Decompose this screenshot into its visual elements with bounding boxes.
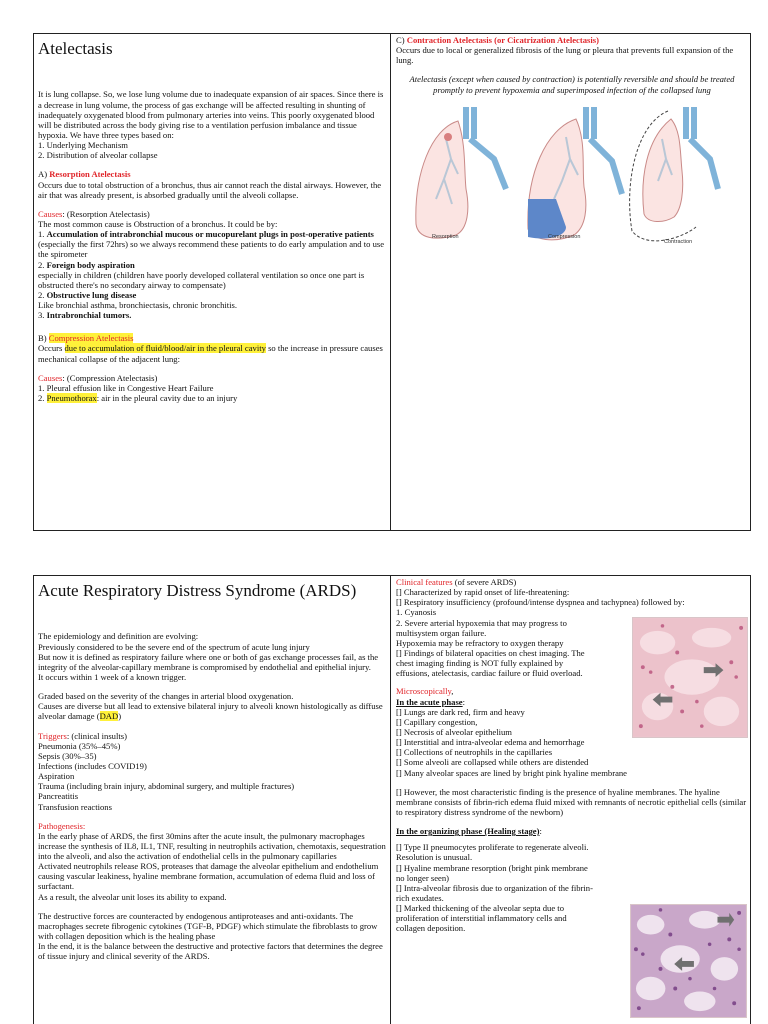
acute-item: [] Capillary congestion, [396, 716, 478, 727]
compression-text: Occurs due to accumulation of fluid/blood/air in the pleural cavity so the increase in pressure causes mechanical collapse of the adjacent lung: [38, 343, 383, 364]
compression-causes-heading: Causes: (Compression Atelectasis) [38, 372, 158, 383]
organizing-item: [] Intra-alveolar fibrosis due to organization of the fibrin-rich exudates. [396, 882, 593, 903]
clinical-line: 2. Severe arterial hypoxemia that may progress to multisystem organ failure. [396, 617, 567, 638]
contraction-heading: C) Contraction Atelectasis (or Cicatrization Atelectasis) [396, 35, 599, 45]
cause-item: 2. Obstructive lung disease [38, 289, 137, 300]
acute-item: [] Some alveoli are collapsed while others are distended [396, 757, 589, 768]
organizing-item: [] Marked thickening of the alveolar septa due to proliferation of interstitial inflammatory cells and collagen deposition. [396, 903, 567, 934]
ards-intro-line: The epidemiology and definition are evolving: [38, 631, 199, 642]
resorption-heading: A) Resorption Atelectasis [38, 169, 131, 180]
ards-intro-line: Previously considered to be the severe end of the spectrum of acute lung injury [38, 641, 310, 652]
ards-left-column [34, 576, 391, 1024]
atelectasis-right-column [391, 34, 751, 530]
atelectasis-note: Atelectasis (except when caused by contraction) is potentially reversible and should be treated promptly to prevent hypoxemia and superimposed infection of the collapsed lung [409, 74, 735, 95]
microscopically-heading: Microscopically, [396, 686, 454, 697]
atelectasis-intro-text: It is lung collapse. So, we lose lung volume due to inadequate expansion of air spaces. Since there is a decrease in lung volume, the process of gas exchange will be affected resulting in shunting of inadequately oxygenated blood from pulmonary arteries into veins. This poorly oxygenated blood will be distributed across the body giving rise to a ventilation perfusion imbalance and tissue hypoxia. We have three types based on: [38, 89, 384, 140]
compression-cause-item: 2. Pneumothorax: air in the pleural cavity due to an injury [38, 393, 238, 404]
diagram-label-contraction: Contraction [664, 238, 693, 245]
organizing-phase-heading: In the organizing phase (Healing stage): [396, 826, 542, 837]
cause-item: 1. Accumulation of intrabronchial mucous or mucopurelant plugs in post-operative patients [38, 229, 374, 240]
cause-detail: especially in children (children have poorly developed collateral ventilation so once one part is obstructed there's no secondary airway to compensate) [38, 269, 365, 290]
organizing-item: [] Hyaline membrane resorption (bright pink membrane no longer seen) [396, 862, 588, 883]
clinical-line: [] Respiratory insufficiency (profound/intense dyspnea and tachypnea) followed by: [396, 597, 685, 608]
clinical-line: [] Characterized by rapid onset of life-threatening: [396, 587, 570, 598]
resorption-causes-intro: The most common cause is Obstruction of a bronchus. It could be by: [38, 218, 278, 229]
ards-graded-line: Causes are diverse but all lead to extensive bilateral injury to alveoli known histologically as diffuse alveolar damage (DAD) [38, 701, 383, 722]
acute-item: [] Necrosis of alveolar epithelium [396, 726, 512, 737]
acute-item: [] Collections of neutrophils in the capillaries [396, 747, 553, 758]
triggers-heading: Triggers: (clinical insults) [38, 730, 127, 741]
organizing-item: [] Type II pneumocytes proliferate to regenerate alveoli. Resolution is unusual. [396, 842, 589, 863]
pathogenesis-line: As a result, the alveolar unit loses its ability to expand. [38, 891, 227, 902]
acute-item: [] Many alveolar spaces are lined by bright pink hyaline membrane [396, 767, 627, 778]
pathogenesis-line: Activated neutrophils release ROS, proteases that damage the alveolar epithelium and endothelium causing vascular leakiness, hyaline membrane formation, accumulation of edema fluid and loss of surfactant. [38, 861, 379, 892]
hyaline-membrane-text: [] However, the most characteristic finding is the presence of hyaline membranes. The hyaline membrane consists of fibrin-rich edema fluid mixed with remnants of necrotic epithelial cells (similar to respiratory distress syndrome of the newborn) [396, 786, 747, 817]
pathogenesis-line: In the early phase of ARDS, the first 30mins after the acute insult, the pulmonary macrophages increase the synthesis of IL8, IL1, TNF, resulting in neutrophils activation, chemotaxis, sequestration into the alveoli, and also the activation of endothelial cells in the pulmonary capillaries [38, 830, 386, 862]
clinical-line: Hypoxemia may be refractory to oxygen therapy [396, 637, 564, 648]
acute-item: [] Interstitial and intra-alveolar edema and hemorrhage [396, 737, 585, 748]
ards-graded-line: Graded based on the severity of the changes in arterial blood oxygenation. [38, 691, 294, 702]
clinical-line: [] Findings of bilateral opacities on chest imaging. The chest imaging finding is NOT fully explained by effusions, atelectasis, cardiac failure or fluid overload. [396, 647, 585, 679]
acute-item: [] Lungs are dark red, firm and heavy [396, 706, 525, 717]
cause-detail: Like bronchial asthma, bronchiectasis, chronic bronchitis. [38, 300, 238, 311]
cause-item: 2. Foreign body aspiration [38, 259, 135, 270]
compression-lung-illustration [528, 107, 622, 240]
trigger-item: Transfusion reactions [38, 801, 112, 812]
ards-card [33, 575, 751, 1024]
contraction-text: Occurs due to local or generalized fibrosis of the lung or pleura that prevents full expansion of the lung. [396, 45, 734, 66]
resorption-text: Occurs due to total obstruction of a bronchus, thus air cannot reach the distal airways. However, the air that was already present, is absorbed gradually until the alveoli collapse. [38, 179, 382, 200]
ards-right-column [391, 576, 751, 1024]
atelectasis-card [33, 33, 751, 531]
resorption-causes-heading: Causes: (Resorption Atelectasis) [38, 208, 150, 219]
atelectasis-left-column [34, 34, 391, 530]
diagram-label-compression: Compression [548, 233, 581, 240]
trigger-item: Infections (includes COVID19) [38, 760, 147, 771]
destructive-line: The destructive forces are counteracted by endogenous antiproteases and anti-oxidants. The macrophages secrete fibrogenic cytokines (TGF-B, PDGF) which stimulate the fibroblasts to grow with collagen deposition which is the healing phase [38, 910, 378, 942]
compression-heading: B) Compression Atelectasis [38, 333, 134, 344]
trigger-item: Pancreatitis [38, 791, 79, 802]
ards-intro-line: It occurs within 1 week of a known trigger. [38, 671, 187, 682]
trigger-item: Pneumonia (35%–45%) [38, 740, 121, 751]
atelectasis-lung-diagram [396, 99, 748, 254]
organizing-left-block [396, 842, 594, 933]
contraction-lung-illustration [630, 107, 718, 245]
diagram-label-resorption: Resorption [432, 233, 459, 240]
ards-title: Acute Respiratory Distress Syndrome (ARDS) [38, 581, 357, 600]
atelectasis-intro-item: 2. Distribution of alveolar collapse [38, 150, 158, 161]
resorption-lung-illustration [416, 107, 506, 240]
cause-item: 3. Intrabronchial tumors. [38, 310, 132, 321]
atelectasis-intro-item: 1. Underlying Mechanism [38, 140, 128, 151]
pathogenesis-heading: Pathogenesis: [38, 820, 86, 831]
trigger-item: Trauma (including brain injury, abdominal surgery, and multiple fractures) [38, 781, 295, 792]
clinical-features-heading: Clinical features (of severe ARDS) [396, 577, 517, 587]
acute-phase-heading: In the acute phase: [396, 696, 465, 707]
atelectasis-title: Atelectasis [38, 39, 113, 58]
trigger-item: Sepsis (30%–35) [38, 750, 97, 761]
destructive-line: In the end, it is the balance between the destructive and protective factors that determines the degree of tissue injury and clinical severity of the ARDS. [38, 941, 383, 962]
trigger-item: Aspiration [38, 771, 75, 782]
acute-phase-micrograph [632, 617, 748, 738]
organizing-phase-micrograph [630, 904, 747, 1018]
compression-cause-item: 1. Pleural effusion like in Congestive Heart Failure [38, 382, 214, 393]
clinical-line: 1. Cyanosis [396, 607, 437, 618]
ards-intro-line: But now it is defined as respiratory failure where one or both of gas exchange processes fail, as the integrity of the alveolar-capillary membrane is compromised by endothelial and epithelial injury. [38, 651, 379, 672]
cause-detail: (especially the first 72hrs) so we always recommend these patients to do early ampulation and to use the spirometer [38, 239, 385, 260]
clinical-left-block [396, 607, 594, 678]
